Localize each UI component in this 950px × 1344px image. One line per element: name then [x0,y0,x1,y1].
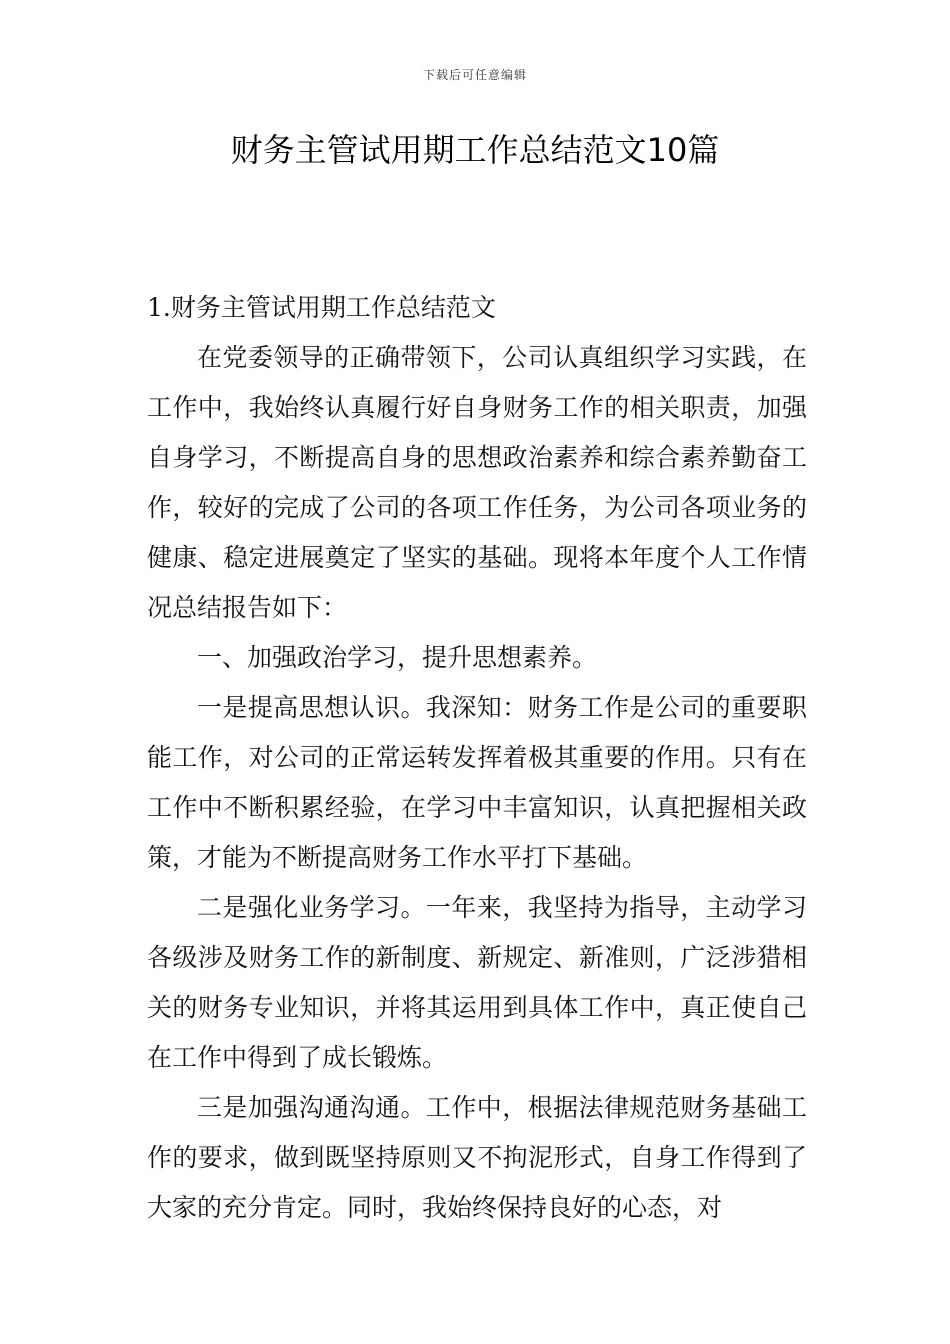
section-heading: 1.财务主管试用期工作总结范文 [147,293,496,322]
paragraph-point-three: 三是加强沟通沟通。工作中，根据法律规范财务基础工作的要求，做到既坚持原则又不拘泥形式，自身工作得到了大家的充分肯定。同时，我始终保持良好的心态，对 [147,1093,807,1222]
paragraph-intro: 在党委领导的正确带领下，公司认真组织学习实践，在工作中，我始终认真履行好自身财务工作的相关职责，加强自身学习，不断提高自身的思想政治素养和综合素养勤奋工作，较好的完成了公司的各项工作任务，为公司各项业务的健康、稳定进展奠定了坚实的基础。现将本年度个人工作情况总结报告如下： [147,343,807,622]
paragraph-heading-one: 一、加强政治学习，提升思想素养。 [197,643,598,672]
paragraph-point-one: 一是提高思想认识。我深知：财务工作是公司的重要职能工作，对公司的正常运转发挥着极其重要的作用。只有在工作中不断积累经验，在学习中丰富知识，认真把握相关政策，才能为不断提高财务工作水平打下基础。 [147,693,807,872]
header-note: 下载后可任意编辑 [422,68,527,82]
paragraph-point-two: 二是强化业务学习。一年来，我坚持为指导，主动学习各级涉及财务工作的新制度、新规定、新准则，广泛涉猎相关的财务专业知识，并将其运用到具体工作中，真正使自己在工作中得到了成长锻炼。 [147,893,807,1072]
document-body [147,283,807,1233]
document-title: 财务主管试用期工作总结范文10篇 [230,131,720,169]
